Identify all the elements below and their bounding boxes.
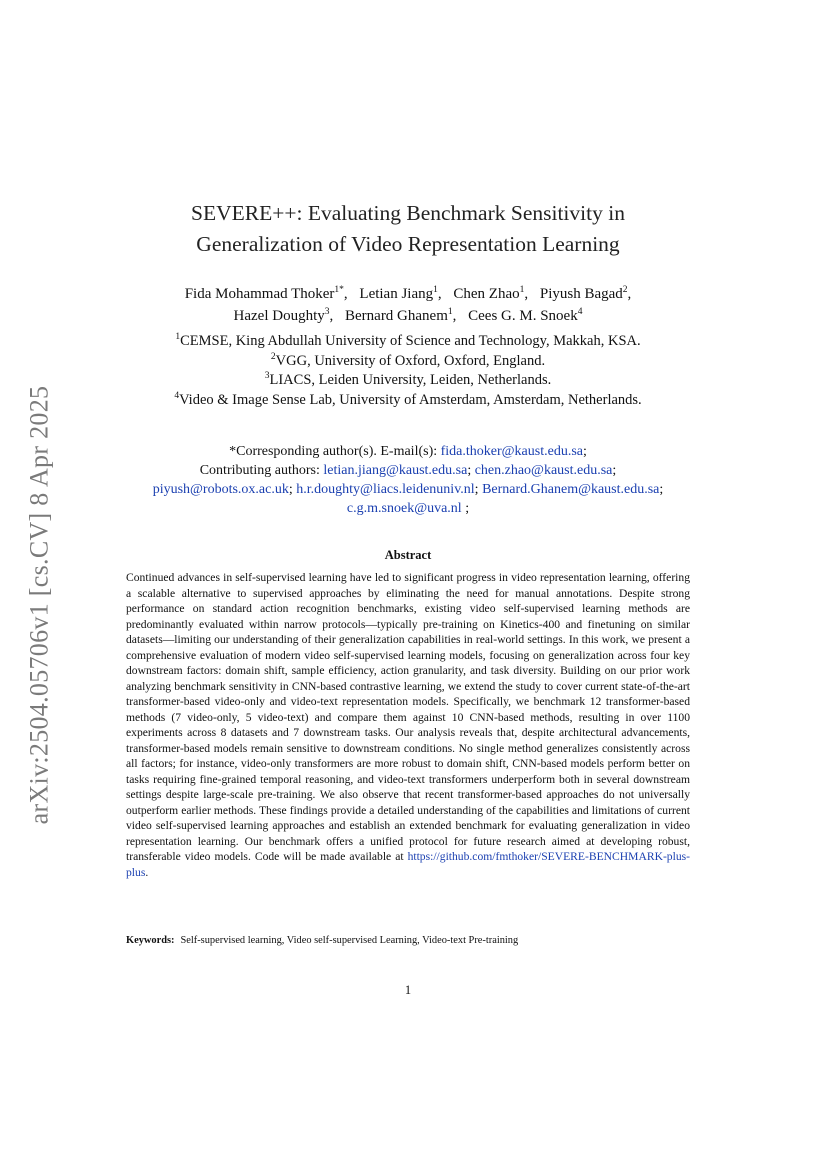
affiliation: $^1$CEMSE, King Abdullah University of Science and Technology, Makkah, KSA. — [175, 332, 641, 349]
author: Hazel Doughty$^3$, — [233, 307, 334, 324]
abstract-heading: Abstract — [384, 548, 432, 562]
author-line-2 — [100, 305, 716, 327]
title-line-2: Generalization of Video Representation Learning — [196, 232, 620, 256]
author-list — [100, 283, 716, 327]
author-line-1 — [100, 283, 716, 305]
arxiv-stamp — [24, 370, 54, 840]
author: Bernard Ghanem$^1$, — [345, 307, 457, 324]
contributing-line-2: piyush@robots.ox.ac.uk; h.r.doughty@liacs.leidenuniv.nl; Bernard.Ghanem@kaust.edu.sa; — [152, 482, 664, 497]
keywords-label: Keywords: — [126, 935, 175, 946]
title-line-1: SEVERE++: Evaluating Benchmark Sensitivity in — [191, 201, 625, 225]
email-link[interactable]: letian.jiang@kaust.edu.sa — [323, 463, 468, 478]
email-link[interactable]: h.r.doughty@liacs.leidenuniv.nl — [296, 482, 475, 497]
paper-title — [100, 198, 716, 260]
author: Piyush Bagad$^2$, — [539, 285, 632, 302]
keywords-text: Self-supervised learning, Video self-supervised Learning, Video-text Pre-training — [180, 935, 519, 946]
affiliations — [100, 332, 716, 410]
email-link[interactable]: c.g.m.snoek@uva.nl — [346, 501, 462, 516]
email-link[interactable]: chen.zhao@kaust.edu.sa — [474, 463, 613, 478]
abstract-body: Continued advances in self-supervised learning have led to significant progress in video representation learning, offering a scalable alternative to supervised approaches by eliminating the need for manual annotations. Despite strong performance on standard action recognition benchmarks, existing video self-supervised learning methods are predominantly evaluated within narrow protocols—typically pre-training on Kinetics-400 and finetuning on similar datasets—limiting our understanding of their generalization capabilities in real-world settings. In this work, we present a comprehensive evaluation of modern video self-supervised learning models, focusing on generalization across four key downstream factors: domain shift, sample efficiency, action granularity, and task diversity. Building on our prior work analyzing benchmark sensitivity in CNN-based contrastive learning, we extend the study to cover current state-of-the-art transformer-based video-only and video-text representation models. Specifically, we benchmark 12 transformer-based methods (7 video-only, 5 video-text) and compare them against 10 CNN-based methods, resulting in over 1100 experiments across 8 datasets and 7 downstream tasks. Our analysis reveals that, despite architectural advancements, transformer-based models remain sensitive to downstream conditions. No single method generalizes consistently across all factors; for instance, video-only transformers are more robust to domain shift, CNN-based models perform better on tasks requiring fine-grained temporal reasoning, and video-text transformers underperform both in several downstream settings despite large-scale pre-training. We also observe that recent transformer-based approaches do not universally outperform earlier methods. These findings provide a detailed understanding of the capabilities and limitations of current video self-supervised learning approaches and establish an extended benchmark for evaluating generalization in video representation learning. Our benchmark offers a unified protocol for future research aimed at developing robust, transferable video models. Code will be made available at https://github.com/fmthoker/SEVERE-BENCHMARK-plus-plus. — [126, 571, 690, 879]
code-link[interactable]: https://github.com/fmthoker/SEVERE-BENCHMARK-plus-plus — [126, 850, 690, 879]
email-link[interactable]: fida.thoker@kaust.edu.sa — [440, 444, 583, 459]
corresponding-line: *Corresponding author(s). E-mail(s): fida.thoker@kaust.edu.sa; — [229, 444, 587, 459]
correspondence-block — [90, 442, 726, 518]
affiliation: $^2$VGG, University of Oxford, Oxford, England. — [270, 351, 546, 369]
author: Cees G. M. Snoek$^4$ — [468, 307, 583, 324]
author: Letian Jiang$^1$, — [359, 285, 442, 302]
keywords — [126, 934, 690, 948]
email-link[interactable]: piyush@robots.ox.ac.uk — [152, 482, 289, 497]
author: Chen Zhao$^1$, — [453, 285, 529, 302]
affiliation: $^4$Video & Image Sense Lab, University of Amsterdam, Amsterdam, Netherlands. — [174, 390, 642, 408]
page-number: 1 — [404, 983, 412, 997]
arxiv-stamp-text: arXiv:2504.05706v1 [cs.CV] 8 Apr 2025 — [24, 385, 53, 825]
author: Fida Mohammad Thoker$^{1*}$, — [184, 285, 348, 302]
contributing-line-3: c.g.m.snoek@uva.nl ; — [346, 501, 470, 516]
abstract-text: Continued advances in self-supervised learning have led to significant progress in video representation learning, offering a scalable alternative to supervised approaches by eliminating the need for manual annotations. Despite strong performance on standard action recognition benchmarks, existing video self-supervised learning methods are predominantly evaluated within narrow protocols—typically pre-training on Kinetics-400 and finetuning on similar datasets—limiting our understanding of their generalization capabilities in real-world settings. In this work, we present a comprehensive evaluation of modern video self-supervised learning models, focusing on generalization across four key downstream factors: domain shift, sample efficiency, action granularity, and task diversity. Building on our prior work analyzing benchmark sensitivity in CNN-based contrastive learning, we extend the study to cover current state-of-the-art transformer-based video-only and video-text representation models. Specifically, we benchmark 12 transformer-based methods (7 video-only, 5 video-text) and compare them against 10 CNN-based methods, resulting in over 1100 experiments across 8 datasets and 7 downstream tasks. Our analysis reveals that, despite architectural advancements, transformer-based models remain sensitive to downstream conditions. No single method generalizes consistently across all factors; for instance, video-only transformers are more robust to domain shift, CNN-based models perform better on tasks requiring fine-grained temporal reasoning, and video-text transformers underperform both in several downstream settings despite large-scale pre-training. We also observe that recent transformer-based approaches do not universally outperform earlier methods. These findings provide a detailed understanding of the capabilities and limitations of current video self-supervised learning approaches and establish an extended benchmark for evaluating generalization in video representation learning. Our benchmark offers a unified protocol for future research aimed at developing robust, transferable video models. Code will be made available at — [126, 571, 690, 863]
contributing-line-1: Contributing authors: letian.jiang@kaust.edu.sa; chen.zhao@kaust.edu.sa; — [199, 463, 617, 478]
affiliation: $^3$LIACS, Leiden University, Leiden, Netherlands. — [264, 371, 552, 388]
email-link[interactable]: Bernard.Ghanem@kaust.edu.sa — [482, 482, 660, 497]
